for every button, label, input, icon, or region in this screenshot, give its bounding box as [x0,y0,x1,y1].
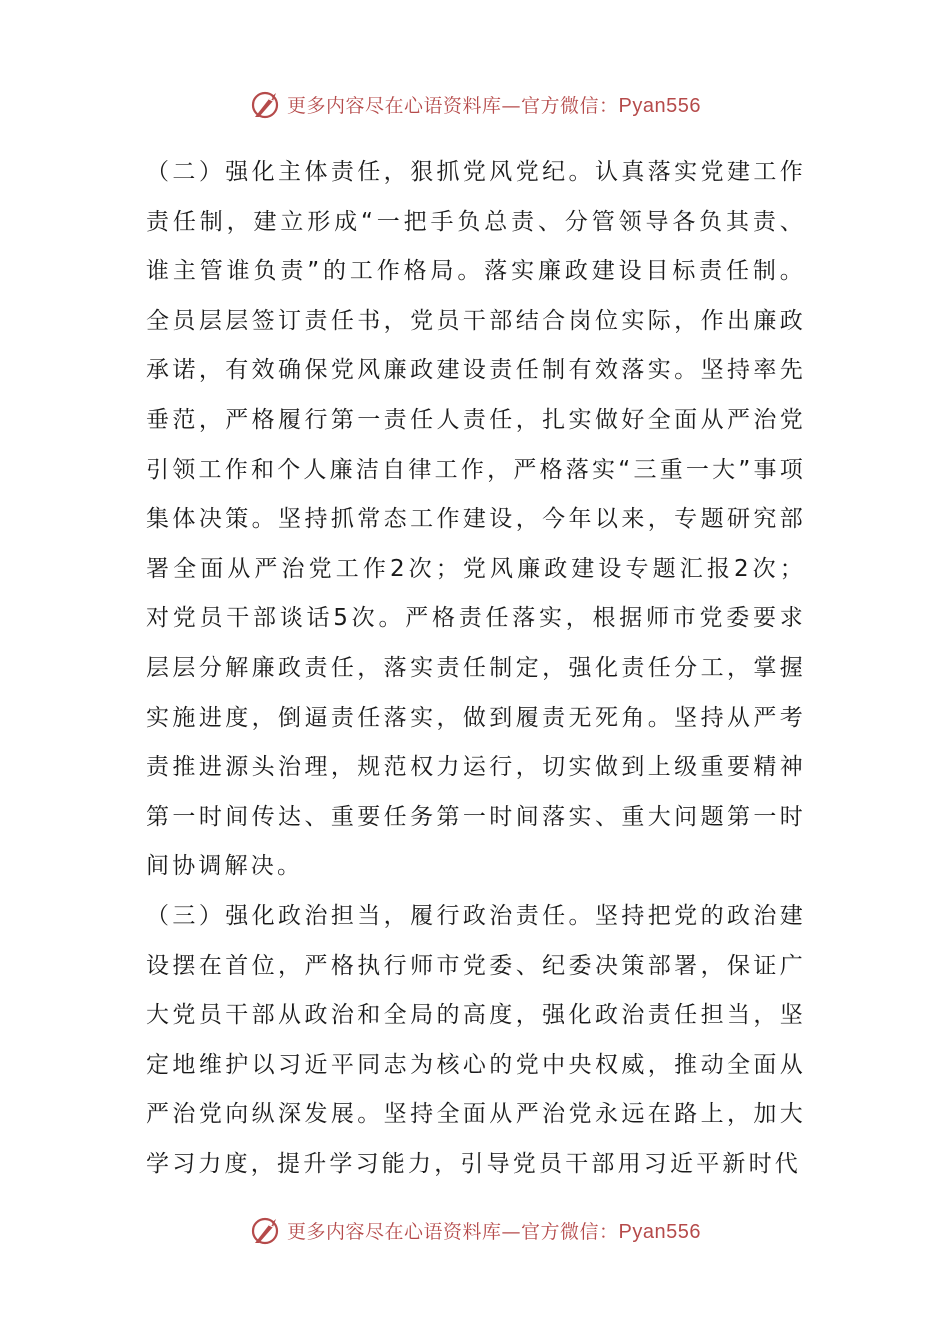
pen-nib-circle-icon [249,87,283,121]
watermark-text: 更多内容尽在心语资料库—官方微信：Pyan556 [287,1220,701,1243]
document-body [146,148,806,1189]
paragraph-section-3: （三）强化政治担当，履行政治责任。坚持把党的政治建设摆在首位，严格执行师市党委、纪委决策部署，保证广大党员干部从政治和全局的高度，强化政治责任担当，坚定地维护以习近平同志为核心的党中央权威，推动全面从严治党向纵深发展。坚持全面从严治党永远在路上，加大学习力度，提升学习能力，引导党员干部用习近平新时代 [146,902,806,1177]
pen-nib-circle-icon [249,1213,283,1247]
wechat-id: Pyan556 [618,1220,701,1243]
header-watermark [0,86,950,122]
footer-watermark [0,1212,950,1248]
wechat-id: Pyan556 [618,94,701,117]
watermark-text: 更多内容尽在心语资料库—官方微信：Pyan556 [287,94,701,117]
paragraph-section-2: （二）强化主体责任，狠抓党风党纪。认真落实党建工作责任制，建立形成“一把手负总责、分管领导各负其责、谁主管谁负责”的工作格局。落实廉政建设目标责任制。全员层层签订责任书，党员干部结合岗位实际，作出廉政承诺，有效确保党风廉政建设责任制有效落实。坚持率先垂范，严格履行第一责任人责任，扎实做好全面从严治党引领工作和个人廉洁自律工作，严格落实“三重一大”事项集体决策。坚持抓常态工作建设，今年以来，专题研究部署全面从严治党工作2次；党风廉政建设专题汇报2次；对党员干部谈话5次。严格责任落实，根据师市党委要求层层分解廉政责任，落实责任制定，强化责任分工，掌握实施进度，倒逼责任落实，做到履责无死角。坚持从严考责推进源头治理，规范权力运行，切实做到上级重要精神第一时间传达、重要任务第一时间落实、重大问题第一时间协调解决。 [146,159,806,880]
